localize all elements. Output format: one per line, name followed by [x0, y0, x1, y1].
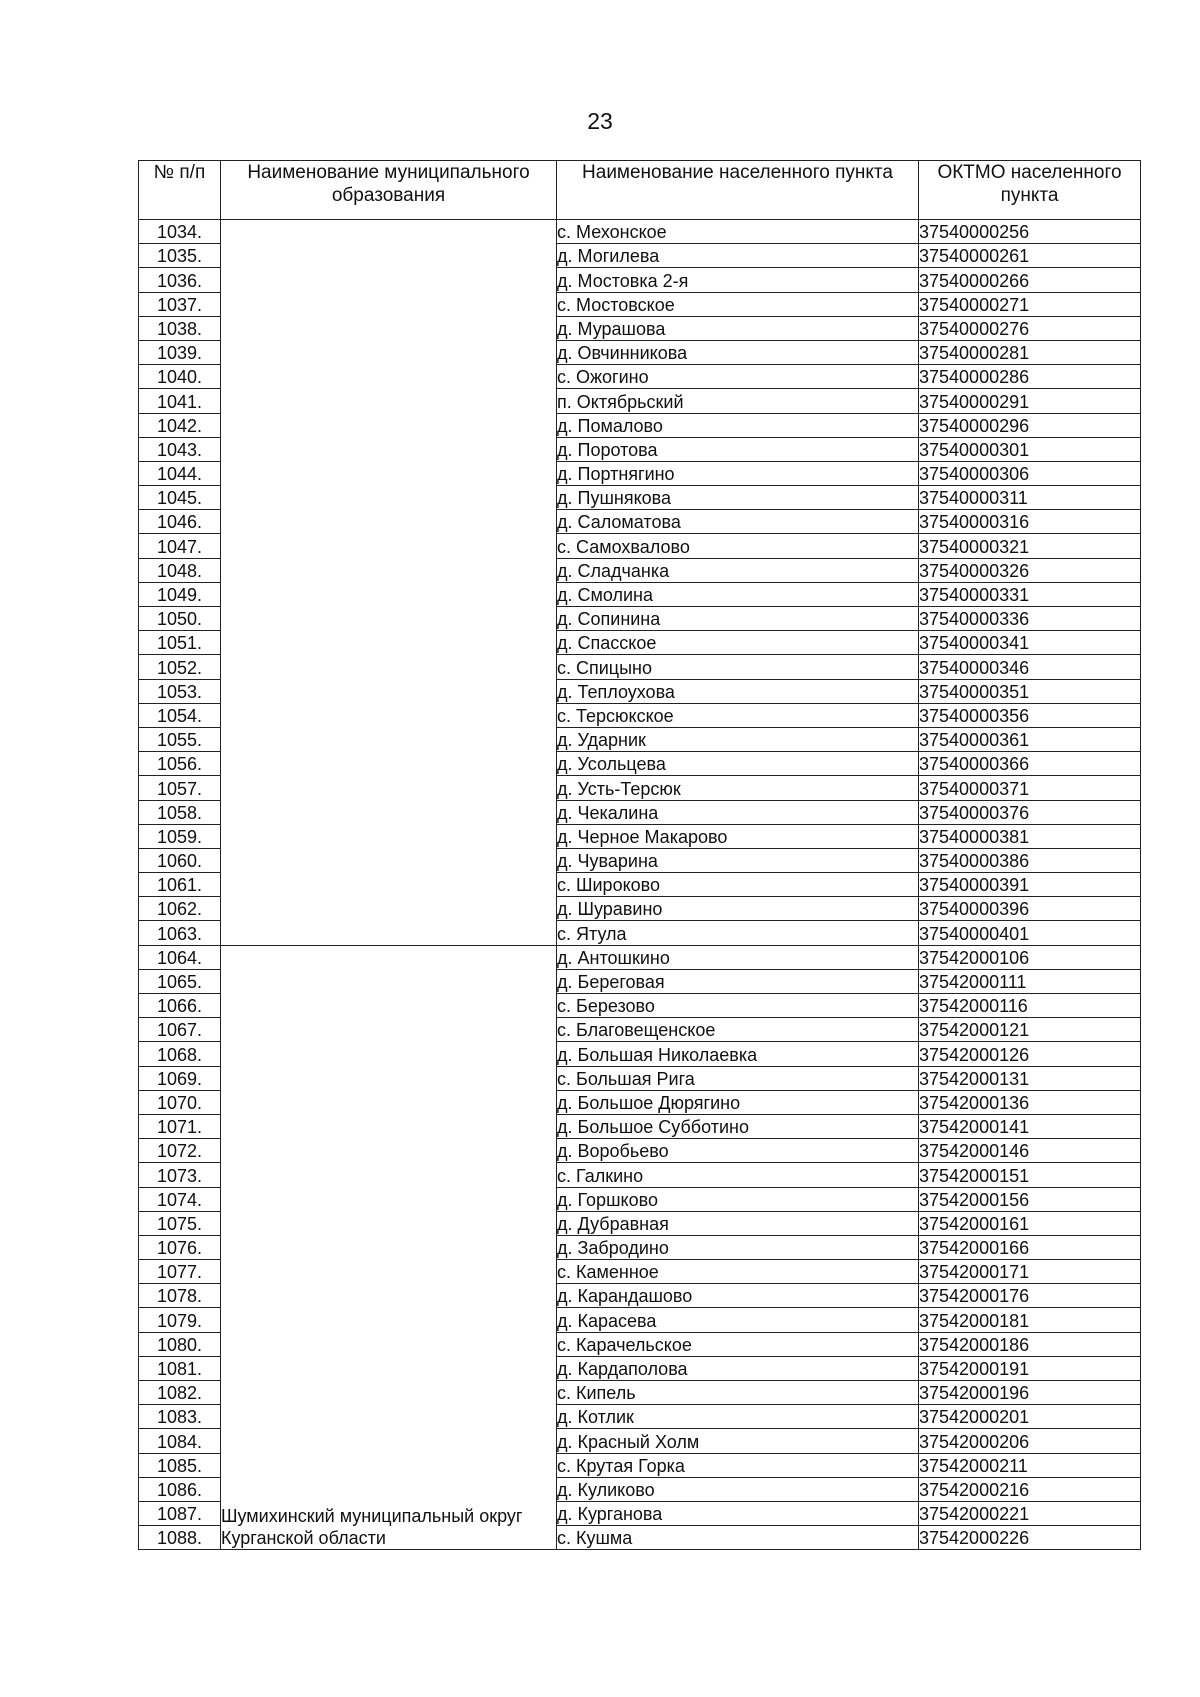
row-number: 1088. [139, 1526, 221, 1550]
oktmo-code: 37540000346 [919, 655, 1141, 679]
row-number: 1039. [139, 340, 221, 364]
row-number: 1041. [139, 389, 221, 413]
settlement-name: д. Мостовка 2-я [557, 268, 919, 292]
oktmo-code: 37542000171 [919, 1260, 1141, 1284]
settlement-name: д. Портнягино [557, 461, 919, 485]
row-number: 1074. [139, 1187, 221, 1211]
row-number: 1049. [139, 582, 221, 606]
oktmo-code: 37540000396 [919, 897, 1141, 921]
page-number: 23 [587, 108, 613, 134]
oktmo-code: 37542000126 [919, 1042, 1141, 1066]
municipality-name: Шумихинский муниципальный округ Курганской области [221, 945, 557, 1550]
header-num: № п/п [139, 161, 221, 220]
oktmo-code: 37542000196 [919, 1381, 1141, 1405]
row-number: 1076. [139, 1235, 221, 1259]
oktmo-code: 37542000186 [919, 1332, 1141, 1356]
row-number: 1052. [139, 655, 221, 679]
oktmo-code: 37542000201 [919, 1405, 1141, 1429]
settlement-name: с. Кушма [557, 1526, 919, 1550]
settlement-name: д. Теплоухова [557, 679, 919, 703]
row-number: 1063. [139, 921, 221, 945]
oktmo-code: 37540000341 [919, 631, 1141, 655]
row-number: 1053. [139, 679, 221, 703]
row-number: 1081. [139, 1356, 221, 1380]
table-body [139, 220, 1141, 1550]
settlement-name: д. Усольцева [557, 752, 919, 776]
oktmo-code: 37540000356 [919, 703, 1141, 727]
oktmo-code: 37542000191 [919, 1356, 1141, 1380]
row-number: 1070. [139, 1090, 221, 1114]
oktmo-code: 37542000156 [919, 1187, 1141, 1211]
oktmo-code: 37542000151 [919, 1163, 1141, 1187]
oktmo-code: 37542000116 [919, 994, 1141, 1018]
settlement-name: д. Чуварина [557, 848, 919, 872]
oktmo-code: 37542000211 [919, 1453, 1141, 1477]
settlement-name: с. Галкино [557, 1163, 919, 1187]
settlement-name: д. Карандашово [557, 1284, 919, 1308]
oktmo-code: 37540000281 [919, 340, 1141, 364]
oktmo-code: 37540000361 [919, 727, 1141, 751]
settlement-name: д. Антошкино [557, 945, 919, 969]
oktmo-code: 37542000226 [919, 1526, 1141, 1550]
row-number: 1060. [139, 848, 221, 872]
oktmo-code: 37542000221 [919, 1501, 1141, 1525]
row-number: 1036. [139, 268, 221, 292]
row-number: 1048. [139, 558, 221, 582]
municipality-name [221, 220, 557, 946]
oktmo-code: 37542000166 [919, 1235, 1141, 1259]
row-number: 1058. [139, 800, 221, 824]
row-number: 1075. [139, 1211, 221, 1235]
row-number: 1047. [139, 534, 221, 558]
table-row [139, 945, 1141, 969]
oktmo-code: 37542000141 [919, 1114, 1141, 1138]
row-number: 1035. [139, 244, 221, 268]
oktmo-code: 37542000181 [919, 1308, 1141, 1332]
oktmo-code: 37540000376 [919, 800, 1141, 824]
row-number: 1080. [139, 1332, 221, 1356]
oktmo-code: 37540000306 [919, 461, 1141, 485]
row-number: 1038. [139, 316, 221, 340]
row-number: 1057. [139, 776, 221, 800]
settlement-name: с. Мехонское [557, 220, 919, 244]
oktmo-code: 37540000311 [919, 486, 1141, 510]
oktmo-code: 37540000291 [919, 389, 1141, 413]
row-number: 1034. [139, 220, 221, 244]
settlement-name: д. Дубравная [557, 1211, 919, 1235]
table-row [139, 220, 1141, 244]
settlement-name: д. Мурашова [557, 316, 919, 340]
oktmo-code: 37540000336 [919, 607, 1141, 631]
settlement-name: д. Большое Субботино [557, 1114, 919, 1138]
row-number: 1064. [139, 945, 221, 969]
settlement-name: д. Курганова [557, 1501, 919, 1525]
row-number: 1061. [139, 873, 221, 897]
settlement-name: д. Куликово [557, 1477, 919, 1501]
table-header-row [139, 161, 1141, 220]
settlement-name: д. Помалово [557, 413, 919, 437]
oktmo-code: 37540000391 [919, 873, 1141, 897]
settlement-name: с. Ятула [557, 921, 919, 945]
row-number: 1082. [139, 1381, 221, 1405]
row-number: 1062. [139, 897, 221, 921]
settlement-name: д. Кардаполова [557, 1356, 919, 1380]
row-number: 1077. [139, 1260, 221, 1284]
settlements-table [138, 160, 1141, 1550]
row-number: 1050. [139, 607, 221, 631]
settlement-name: д. Котлик [557, 1405, 919, 1429]
settlement-name: д. Спасское [557, 631, 919, 655]
row-number: 1073. [139, 1163, 221, 1187]
settlement-name: д. Усть-Терсюк [557, 776, 919, 800]
settlement-name: д. Горшково [557, 1187, 919, 1211]
settlement-name: д. Большое Дюрягино [557, 1090, 919, 1114]
settlement-name: с. Благовещенское [557, 1018, 919, 1042]
row-number: 1083. [139, 1405, 221, 1429]
row-number: 1043. [139, 437, 221, 461]
oktmo-code: 37540000351 [919, 679, 1141, 703]
oktmo-code: 37540000296 [919, 413, 1141, 437]
oktmo-code: 37542000216 [919, 1477, 1141, 1501]
row-number: 1044. [139, 461, 221, 485]
oktmo-code: 37542000161 [919, 1211, 1141, 1235]
row-number: 1065. [139, 969, 221, 993]
settlement-name: п. Октябрьский [557, 389, 919, 413]
oktmo-code: 37540000266 [919, 268, 1141, 292]
settlement-name: д. Черное Макарово [557, 824, 919, 848]
settlement-name: д. Саломатова [557, 510, 919, 534]
settlement-name: д. Береговая [557, 969, 919, 993]
settlement-name: д. Забродино [557, 1235, 919, 1259]
oktmo-code: 37540000326 [919, 558, 1141, 582]
settlement-name: д. Шуравино [557, 897, 919, 921]
settlement-name: д. Карасева [557, 1308, 919, 1332]
header-oktmo: ОКТМО населенного пункта [919, 161, 1141, 220]
settlement-name: с. Березово [557, 994, 919, 1018]
settlement-name: с. Самохвалово [557, 534, 919, 558]
settlement-name: с. Терсюкское [557, 703, 919, 727]
settlement-name: д. Сладчанка [557, 558, 919, 582]
oktmo-code: 37540000276 [919, 316, 1141, 340]
oktmo-code: 37542000121 [919, 1018, 1141, 1042]
row-number: 1042. [139, 413, 221, 437]
settlement-name: с. Большая Рига [557, 1066, 919, 1090]
oktmo-code: 37540000256 [919, 220, 1141, 244]
header-municipality: Наименование муниципального образования [221, 161, 557, 220]
settlement-name: д. Сопинина [557, 607, 919, 631]
row-number: 1085. [139, 1453, 221, 1477]
row-number: 1071. [139, 1114, 221, 1138]
oktmo-code: 37540000331 [919, 582, 1141, 606]
row-number: 1086. [139, 1477, 221, 1501]
row-number: 1072. [139, 1139, 221, 1163]
settlement-name: д. Смолина [557, 582, 919, 606]
oktmo-code: 37542000146 [919, 1139, 1141, 1163]
oktmo-code: 37542000106 [919, 945, 1141, 969]
oktmo-code: 37542000136 [919, 1090, 1141, 1114]
settlement-name: д. Пушнякова [557, 486, 919, 510]
oktmo-code: 37540000316 [919, 510, 1141, 534]
settlement-name: с. Спицыно [557, 655, 919, 679]
oktmo-code: 37542000176 [919, 1284, 1141, 1308]
row-number: 1087. [139, 1501, 221, 1525]
oktmo-code: 37542000131 [919, 1066, 1141, 1090]
settlement-name: д. Чекалина [557, 800, 919, 824]
oktmo-code: 37540000401 [919, 921, 1141, 945]
row-number: 1037. [139, 292, 221, 316]
oktmo-code: 37540000261 [919, 244, 1141, 268]
row-number: 1054. [139, 703, 221, 727]
settlement-name: с. Крутая Горка [557, 1453, 919, 1477]
settlement-name: д. Могилева [557, 244, 919, 268]
row-number: 1055. [139, 727, 221, 751]
settlement-name: д. Воробьево [557, 1139, 919, 1163]
settlement-name: с. Мостовское [557, 292, 919, 316]
settlement-name: д. Ударник [557, 727, 919, 751]
settlement-name: д. Поротова [557, 437, 919, 461]
oktmo-code: 37542000111 [919, 969, 1141, 993]
row-number: 1040. [139, 365, 221, 389]
settlement-name: с. Карачельское [557, 1332, 919, 1356]
oktmo-code: 37540000271 [919, 292, 1141, 316]
oktmo-code: 37540000371 [919, 776, 1141, 800]
oktmo-code: 37542000206 [919, 1429, 1141, 1453]
row-number: 1059. [139, 824, 221, 848]
settlement-name: с. Каменное [557, 1260, 919, 1284]
row-number: 1069. [139, 1066, 221, 1090]
settlement-name: с. Ожогино [557, 365, 919, 389]
row-number: 1078. [139, 1284, 221, 1308]
row-number: 1066. [139, 994, 221, 1018]
row-number: 1084. [139, 1429, 221, 1453]
row-number: 1051. [139, 631, 221, 655]
row-number: 1079. [139, 1308, 221, 1332]
row-number: 1046. [139, 510, 221, 534]
row-number: 1056. [139, 752, 221, 776]
oktmo-code: 37540000386 [919, 848, 1141, 872]
row-number: 1045. [139, 486, 221, 510]
settlement-name: д. Овчинникова [557, 340, 919, 364]
settlement-name: с. Широково [557, 873, 919, 897]
settlement-name: д. Красный Холм [557, 1429, 919, 1453]
oktmo-code: 37540000321 [919, 534, 1141, 558]
settlement-name: с. Кипель [557, 1381, 919, 1405]
oktmo-code: 37540000381 [919, 824, 1141, 848]
oktmo-code: 37540000366 [919, 752, 1141, 776]
oktmo-code: 37540000301 [919, 437, 1141, 461]
oktmo-code: 37540000286 [919, 365, 1141, 389]
header-settlement: Наименование населенного пункта [557, 161, 919, 220]
row-number: 1068. [139, 1042, 221, 1066]
settlement-name: д. Большая Николаевка [557, 1042, 919, 1066]
row-number: 1067. [139, 1018, 221, 1042]
